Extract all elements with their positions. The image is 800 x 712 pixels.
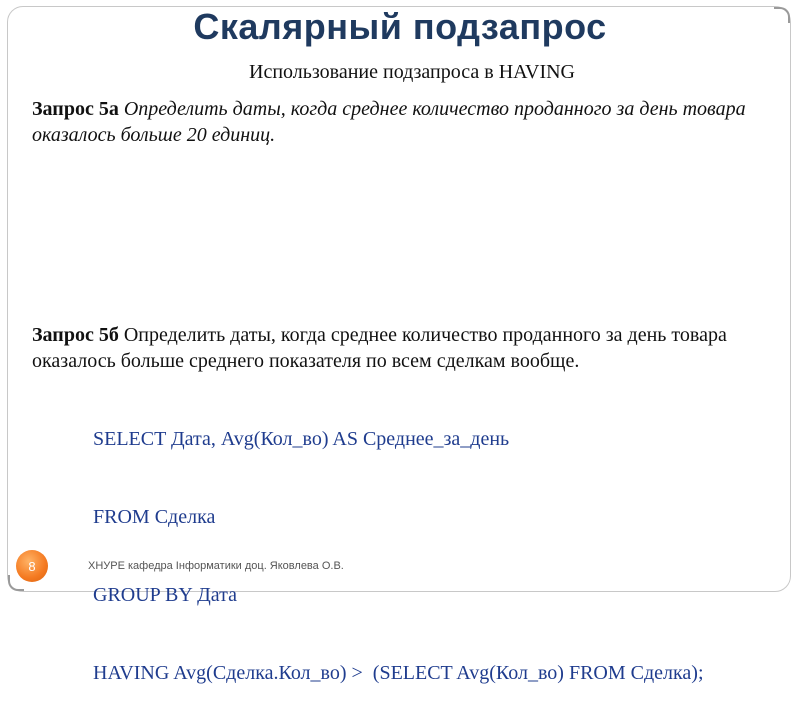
sql-line: HAVING Avg(Сделка.Кол_во) > (SELECT Avg(Кол_во) FROM Сделка); bbox=[93, 662, 704, 684]
footer-credit: ХНУРЕ кафедра Інформатики доц. Яковлева О.В. bbox=[88, 560, 344, 572]
query-5a-text: Определить даты, когда среднее количество проданного за день товара оказалось больше 20 единиц. bbox=[32, 98, 746, 146]
page-number-badge: 8 bbox=[16, 550, 48, 582]
query-5a-label: Запрос 5а bbox=[32, 98, 119, 120]
sql-line: GROUP BY Дата bbox=[93, 584, 237, 606]
sql-line: FROM Сделка bbox=[93, 506, 216, 528]
query-5b-label: Запрос 5б bbox=[32, 324, 119, 346]
query-5b-text: Определить даты, когда среднее количество проданного за день товара оказалось больше среднего показателя по всем сделкам вообще. bbox=[32, 324, 727, 372]
slide-subtitle: Использование подзапроса в HAVING bbox=[249, 61, 575, 83]
sql-line: SELECT Дата, Avg(Кол_во) AS Среднее_за_день bbox=[93, 428, 510, 450]
query-5b-paragraph bbox=[32, 322, 772, 374]
slide-title: Скалярный подзапрос bbox=[193, 6, 607, 47]
sql-code-block bbox=[93, 374, 704, 712]
query-5a-paragraph bbox=[32, 96, 772, 148]
